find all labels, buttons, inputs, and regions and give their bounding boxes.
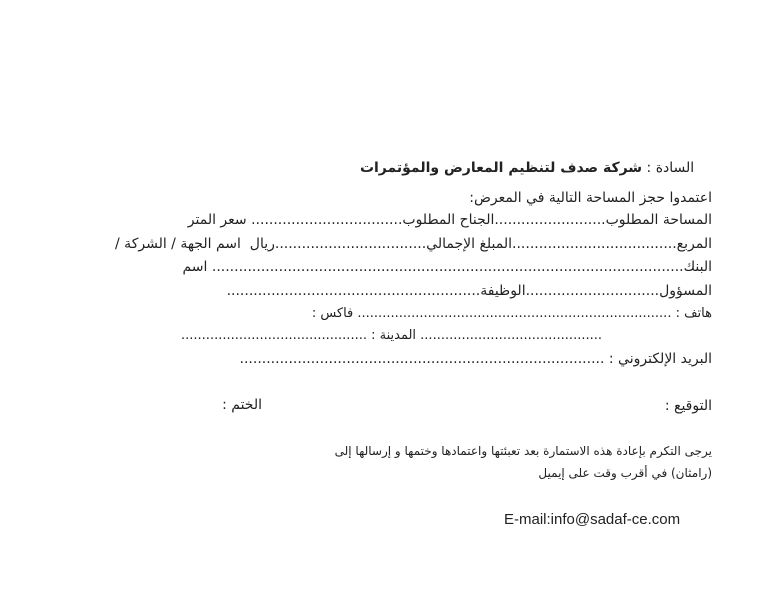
- note-line-1: يرجى التكرم بإعادة هذه الاستمارة بعد تعبئتها واعتمادها وختمها و إرسالها إلى: [334, 444, 712, 458]
- greeting-prefix: السادة :: [642, 160, 695, 176]
- form-line-official: المسؤول..............................الوظيفة.........................................................: [226, 283, 712, 299]
- form-line-phone: هاتف : ............................................................................ فاكس :: [311, 306, 712, 321]
- note-line-2: (رامثان) في أقرب وقت على إيميل: [538, 466, 712, 480]
- company-name: شركة صدف لتنظيم المعارض والمؤتمرات: [359, 160, 643, 176]
- signature-label: التوقيع :: [664, 398, 712, 414]
- greeting-line: [360, 144, 712, 192]
- contact-email: E-mail:info@sadaf-ce.com: [504, 511, 681, 528]
- form-line-email: البريد الإلكتروني : ..................................................................................: [239, 351, 712, 367]
- form-intro: اعتمدوا حجز المساحة التالية في المعرض:: [469, 190, 712, 206]
- form-line-bank: البنك.......................................................................................................... اسم: [182, 259, 712, 275]
- form-line-total: المربع.....................................المبلغ الإجمالي..................................ريال اسم الجهة / الشركة /: [115, 236, 712, 252]
- form-line-city: ............................................ المدينة : .............................................: [181, 328, 602, 343]
- form-line-area: المساحة المطلوب.........................الجناح المطلوب.................................. سعر المتر: [187, 212, 712, 228]
- stamp-label: الختم :: [222, 397, 262, 413]
